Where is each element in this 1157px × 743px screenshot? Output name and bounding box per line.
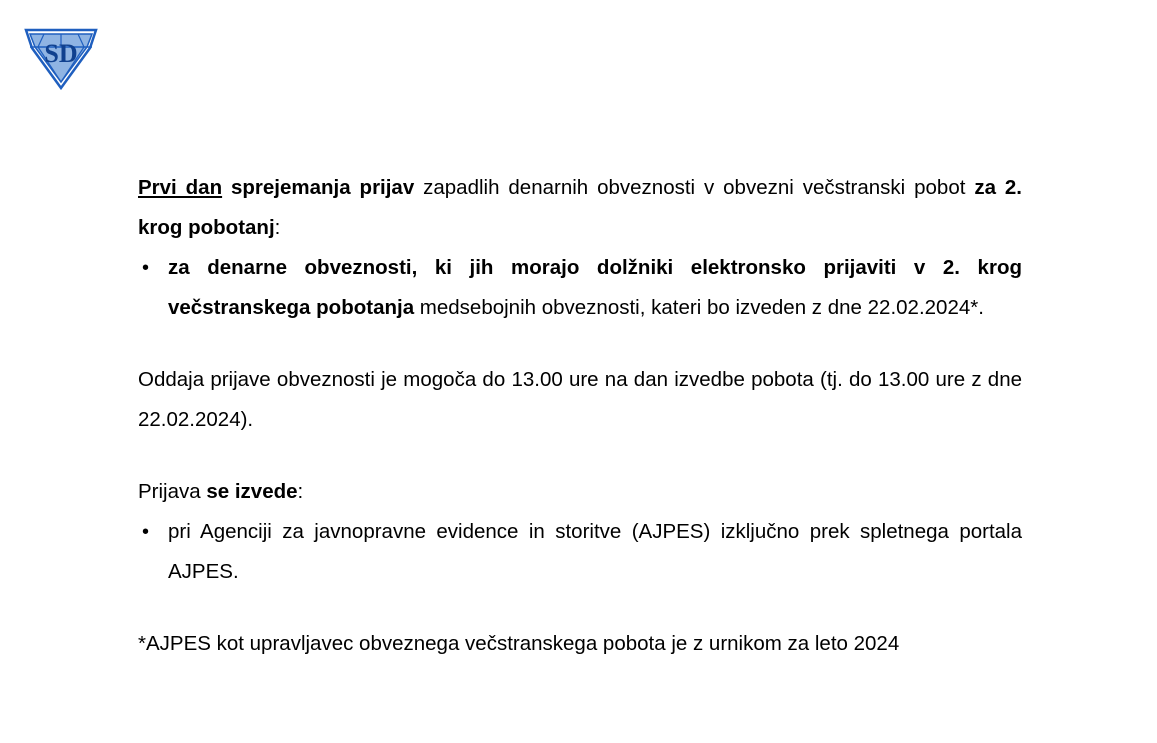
intro-paragraph bbox=[138, 168, 1022, 248]
intro-tail-bold: za 2. krog pobotanj bbox=[138, 176, 1022, 239]
prijava-normal: Prijava bbox=[138, 480, 207, 503]
footnote-paragraph: *AJPES kot upravljavec obveznega večstranskega pobota je z urnikom za leto 2024 bbox=[138, 632, 900, 655]
list-item: • pri Agenciji za javnopravne evidence in storitve (AJPES) izključno prek spletnega portala AJPES. bbox=[138, 512, 1022, 592]
svg-text:SD: SD bbox=[44, 39, 78, 68]
intro-lead: Prvi dan bbox=[138, 176, 223, 199]
prijava-tail: : bbox=[297, 480, 304, 503]
list-item bbox=[138, 248, 1022, 328]
intro-rest-bold: sprejemanja prijav bbox=[222, 176, 415, 199]
bullet-list-two bbox=[138, 512, 1022, 592]
bullet-one-bold: za denarne obveznosti, ki jih morajo dolžniki elektronsko prijaviti v 2. krog večstranskega pobotanja bbox=[168, 256, 1022, 319]
prijava-paragraph bbox=[138, 472, 1022, 512]
bullet-list-one bbox=[138, 248, 1022, 328]
intro-rest-normal: zapadlih denarnih obveznosti v obvezni večstranski pobot bbox=[414, 176, 975, 199]
deadline-paragraph: Oddaja prijave obveznosti je mogoča do 13.00 ure na dan izvedbe pobota (tj. do 13.00 ure z dne 22.02.2024). bbox=[138, 368, 1022, 431]
intro-tail-normal: : bbox=[274, 216, 281, 239]
document-body bbox=[138, 168, 1022, 664]
bullet-one-normal: medsebojnih obveznosti, kateri bo izveden z dne 22.02.2024*. bbox=[414, 296, 984, 319]
prijava-bold: se izvede bbox=[206, 480, 298, 503]
sd-diamond-logo bbox=[22, 28, 100, 90]
